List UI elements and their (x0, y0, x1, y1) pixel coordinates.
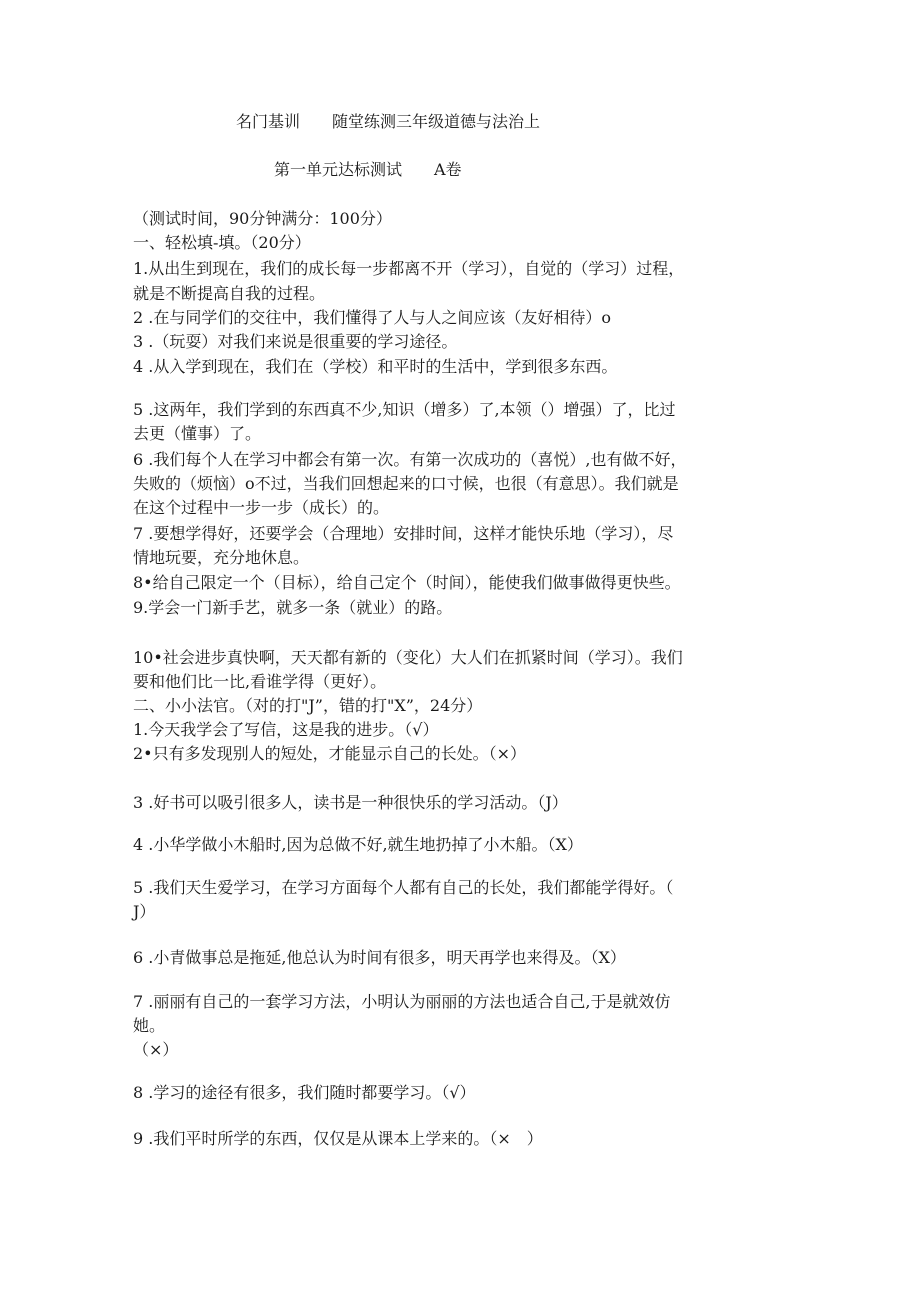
question-line: 6 .小青做事总是拖延,他总认为时间有很多，明天再学也来得及。（X） (133, 948, 626, 967)
question-line: 3 .好书可以吸引很多人，读书是一种很快乐的学习活动。（J） (133, 793, 568, 812)
question-line: 3 .（玩耍）对我们来说是很重要的学习途径。 (133, 332, 458, 351)
question-line: 5 .这两年，我们学到的东西真不少,知识（增多）了,本领（）增强）了，比过 (133, 400, 676, 419)
section2-heading: 二、小小法官。（对的打"J”，错的打"X”，24分） (133, 696, 483, 715)
question-line: 8•给自己限定一个（目标），给自己定个（时间），能使我们做事做得更快些。 (133, 573, 681, 592)
question-line: 4 .小华学做小木船时,因为总做不好,就生地扔掉了小木船。（X） (133, 835, 583, 854)
question-line: 5 .我们天生爱学习，在学习方面每个人都有自己的长处，我们都能学得好。（ (133, 878, 674, 897)
question-line: 7 .丽丽有自己的一套学习方法，小明认为丽丽的方法也适合自己,于是就效仿 (133, 992, 671, 1011)
question-line: 要和他们比一比,看谁学得（更好）。 (133, 672, 387, 691)
question-line: J） (133, 902, 156, 921)
question-line: 情地玩要，充分地休息。 (133, 548, 310, 567)
question-line: 2 .在与同学们的交往中，我们懂得了人与人之间应该（友好相待）o (133, 308, 611, 327)
page-subtitle: 第一单元达标测试 A卷 (274, 160, 462, 179)
question-line: 9.学会一门新手艺，就多一条（就业）的路。 (133, 598, 453, 617)
question-line: 4 .从入学到现在，我们在（学校）和平时的生活中，学到很多东西。 (133, 357, 618, 376)
question-line: 10•社会进步真快啊，天天都有新的（变化）大人们在抓紧时间（学习）。我们 (133, 648, 683, 667)
section1-heading: 一、轻松填-填。（20分） (133, 233, 311, 252)
question-line: 就是不断提高自我的过程。 (133, 284, 326, 303)
question-line: （×） (133, 1040, 179, 1059)
question-line: 7 .要想学得好，还要学会（合理地）安排时间，这样才能快乐地（学习），尽 (133, 524, 674, 543)
question-line: 9 .我们平时所学的东西，仅仅是从课本上学来的。（× ） (133, 1129, 543, 1148)
question-line: 6 .我们每个人在学习中都会有第一次。有第一次成功的（喜悦）,也有做不好， (133, 450, 687, 469)
question-line: 1.今天我学会了写信，这是我的进步。（√） (133, 720, 439, 739)
question-line: 1.从出生到现在，我们的成长每一步都离不开（学习），自觉的（学习）过程， (133, 259, 685, 278)
question-line: 在这个过程中一步一步（成长）的。 (133, 498, 390, 517)
question-line: 去更（懂事）了。 (133, 424, 262, 443)
page-title: 名门基训 随堂练测三年级道德与法治上 (236, 112, 541, 131)
question-line: 她。 (133, 1016, 166, 1035)
question-line: 2•只有多发现别人的短处，才能显示自己的长处。（×） (133, 744, 527, 763)
question-line: 8 .学习的途径有很多，我们随时都要学习。（√） (133, 1083, 476, 1102)
test-info: （测试时间，90分钟满分：100分） (133, 209, 392, 228)
question-line: 失败的（烦恼）o不过，当我们回想起来的口寸候，也很（有意思）。我们就是 (133, 474, 679, 493)
